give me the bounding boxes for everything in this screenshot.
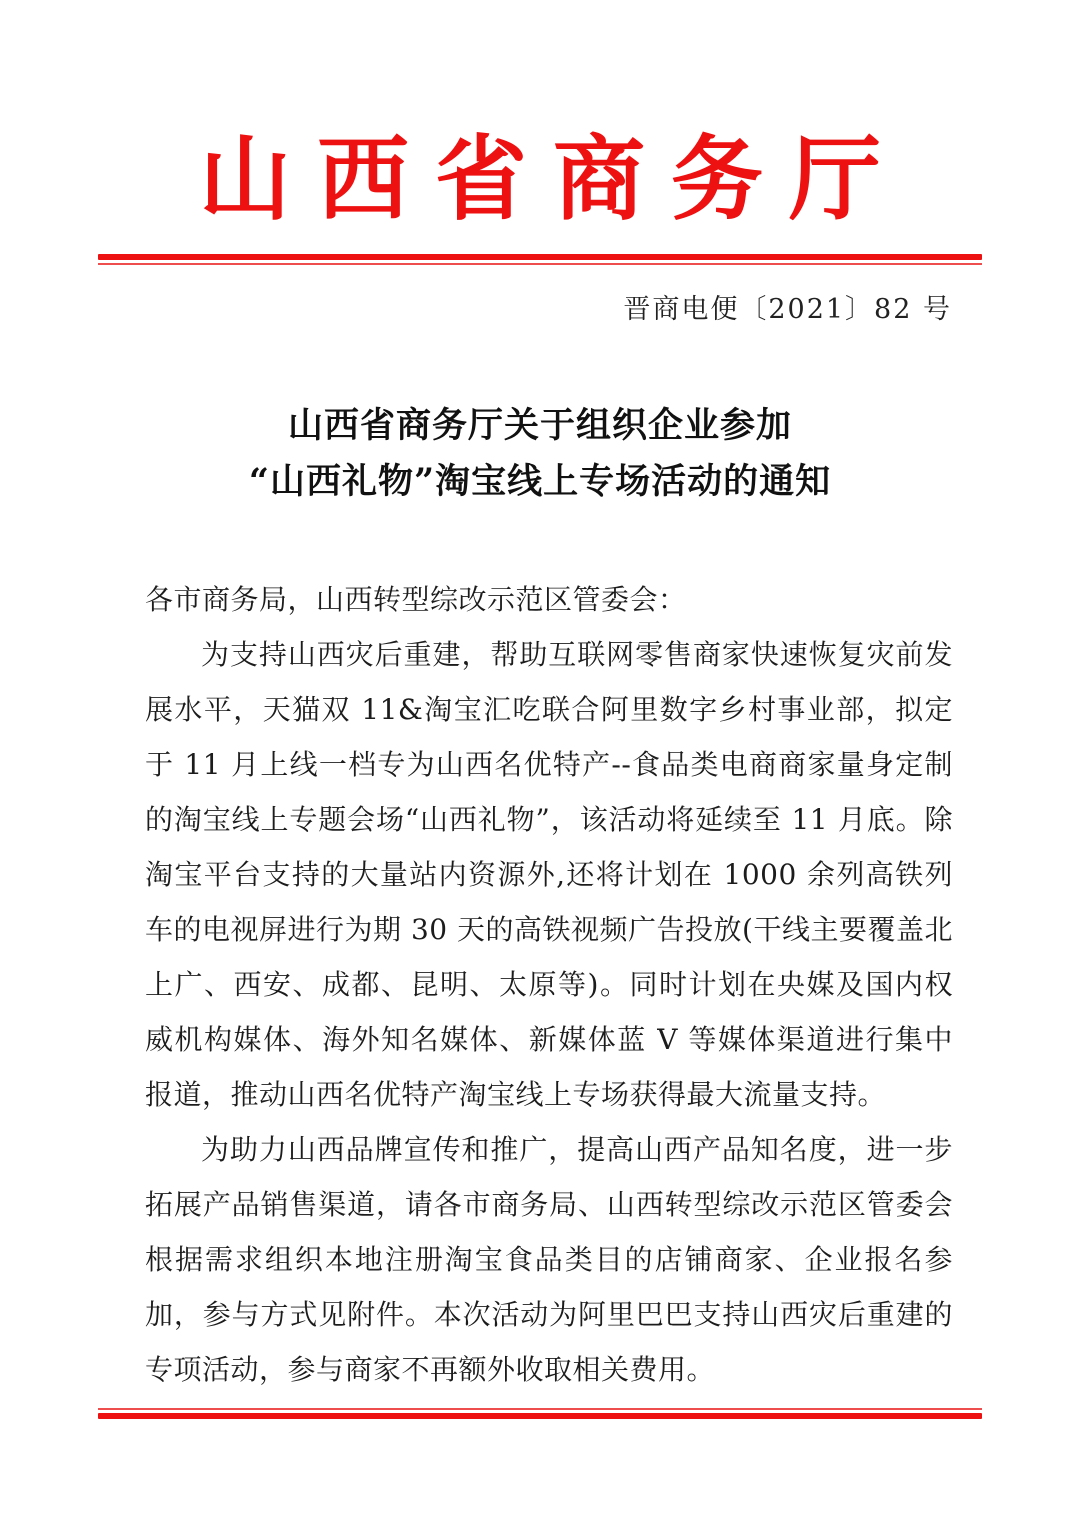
header-red-rule bbox=[98, 254, 982, 265]
document-body bbox=[145, 572, 953, 1397]
header-rule-thin-bar bbox=[98, 263, 982, 265]
addressee-line: 各市商务局，山西转型综改示范区管委会： bbox=[145, 583, 687, 616]
footer-rule-thick-bar bbox=[98, 1413, 982, 1419]
page-title-line-1: 山西省商务厅关于组织企业参加 bbox=[287, 405, 792, 446]
footer-red-rule bbox=[98, 1408, 982, 1419]
body-paragraph-2: 为助力山西品牌宣传和推广，提高山西产品知名度，进一步拓展产品销售渠道，请各市商务局、山西转型综改示范区管委会根据需求组织本地注册淘宝食品类目的店铺商家、企业报名参加，参与方式见附件。本次活动为阿里巴巴支持山西灾后重建的专项活动，参与商家不再额外收取相关费用。 bbox=[145, 1133, 953, 1386]
document-number: 晋商电便〔2021〕82 号 bbox=[623, 294, 952, 325]
issuing-agency-title: 山西省商务厅 bbox=[198, 125, 907, 233]
page-title bbox=[140, 398, 940, 510]
page-title-line-2: “山西礼物”淘宝线上专场活动的通知 bbox=[248, 461, 832, 502]
masthead bbox=[0, 125, 1080, 233]
body-paragraph-1: 为支持山西灾后重建，帮助互联网零售商家快速恢复灾前发展水平，天猫双 11&淘宝汇吃联合阿里数字乡村事业部，拟定于 11 月上线一档专为山西名优特产--食品类电商商家量身定制的淘宝线上专题会场“山西礼物”，该活动将延续至 11 月底。除淘宝平台支持的大量站内资源外,还将计划在 1000 余列高铁列车的电视屏进行为期 30 天的高铁视频广告投放(干线主要覆盖北上广、西安、成都、昆明、太原等)。同时计划在央媒及国内权威机构媒体、海外知名媒体、新媒体蓝 V 等媒体渠道进行集中报道，推动山西名优特产淘宝线上专场获得最大流量支持。 bbox=[145, 638, 953, 1111]
